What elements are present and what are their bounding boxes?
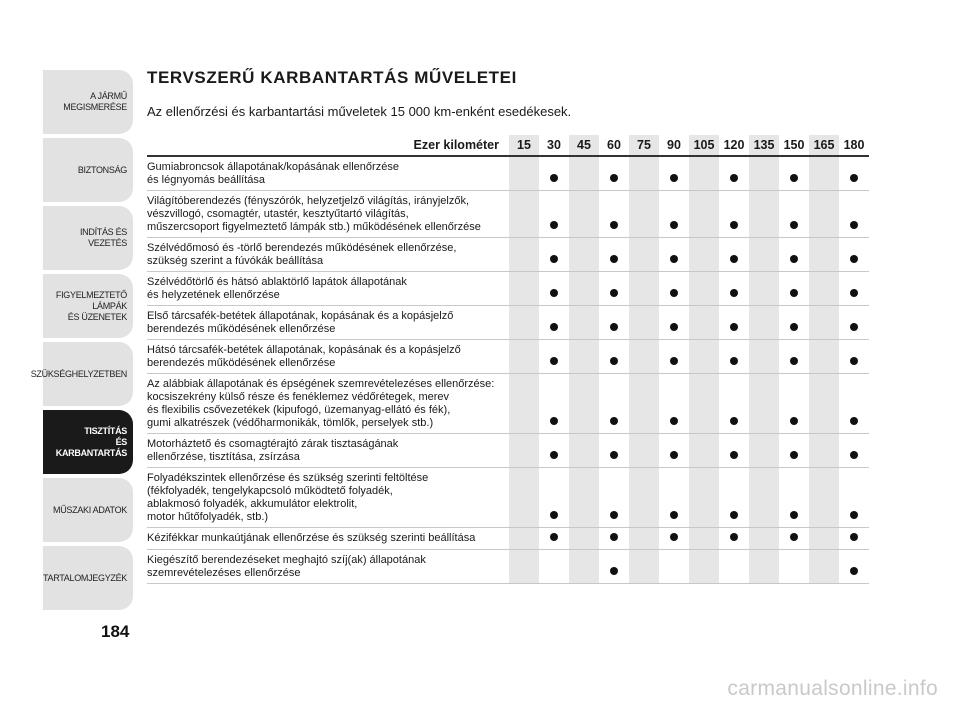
scheduled-dot-icon	[730, 451, 738, 459]
schedule-cell	[509, 434, 539, 468]
schedule-cell	[629, 528, 659, 550]
scheduled-dot-icon	[790, 451, 798, 459]
schedule-cell	[689, 468, 719, 528]
schedule-cell	[749, 374, 779, 434]
schedule-cell	[779, 374, 809, 434]
schedule-cell	[509, 191, 539, 238]
scheduled-dot-icon	[550, 533, 558, 541]
schedule-cell	[569, 528, 599, 550]
schedule-cell	[629, 550, 659, 584]
scheduled-dot-icon	[730, 221, 738, 229]
schedule-cell	[659, 238, 689, 272]
schedule-cell	[809, 156, 839, 191]
scheduled-dot-icon	[730, 255, 738, 263]
schedule-cell	[839, 550, 869, 584]
scheduled-dot-icon	[790, 417, 798, 425]
sidebar-tab-label: FIGYELMEZTETŐ LÁMPÁK ÉS ÜZENETEK	[55, 289, 127, 322]
scheduled-dot-icon	[610, 174, 618, 182]
schedule-cell	[749, 238, 779, 272]
schedule-cell	[749, 550, 779, 584]
operation-description: Kiegészítő berendezéseket meghajtó szíj(ak) állapotának szemrevételezéses ellenőrzése	[147, 550, 509, 584]
schedule-cell	[599, 306, 629, 340]
operation-description: Motorháztető és csomagtérajtó zárak tisztaságának ellenőrzése, tisztítása, zsírzása	[147, 434, 509, 468]
scheduled-dot-icon	[610, 255, 618, 263]
table-row	[147, 272, 869, 306]
schedule-cell	[659, 191, 689, 238]
schedule-cell	[659, 306, 689, 340]
schedule-cell	[539, 156, 569, 191]
sidebar-tab-label: TISZTÍTÁS ÉS KARBANTARTÁS	[55, 425, 127, 458]
schedule-cell	[539, 468, 569, 528]
km-column-180: 180	[839, 135, 869, 156]
schedule-cell	[809, 272, 839, 306]
schedule-cell	[569, 306, 599, 340]
schedule-cell	[509, 272, 539, 306]
sidebar-tab-label: MŰSZAKI ADATOK	[53, 504, 127, 515]
km-header-label: Ezer kilométer	[147, 135, 509, 156]
scheduled-dot-icon	[850, 511, 858, 519]
schedule-cell	[719, 306, 749, 340]
schedule-cell	[629, 238, 659, 272]
schedule-cell	[659, 528, 689, 550]
schedule-cell	[599, 550, 629, 584]
schedule-cell	[839, 272, 869, 306]
km-column-90: 90	[659, 135, 689, 156]
table-row	[147, 374, 869, 434]
schedule-cell	[569, 238, 599, 272]
scheduled-dot-icon	[670, 323, 678, 331]
sidebar-tab-2[interactable]	[43, 206, 133, 270]
scheduled-dot-icon	[670, 221, 678, 229]
sidebar-tab-label: INDÍTÁS ÉS VEZETÉS	[79, 227, 127, 248]
schedule-cell	[809, 374, 839, 434]
schedule-cell	[689, 191, 719, 238]
schedule-cell	[719, 434, 749, 468]
schedule-cell	[779, 550, 809, 584]
sidebar-tab-3[interactable]	[43, 274, 133, 338]
schedule-cell	[719, 528, 749, 550]
scheduled-dot-icon	[790, 533, 798, 541]
schedule-cell	[509, 550, 539, 584]
schedule-cell	[539, 528, 569, 550]
scheduled-dot-icon	[550, 511, 558, 519]
table-row	[147, 156, 869, 191]
scheduled-dot-icon	[850, 451, 858, 459]
schedule-cell	[569, 434, 599, 468]
operation-description: Kézifékkar munkaútjának ellenőrzése és szükség szerinti beállítása	[147, 528, 509, 550]
km-column-105: 105	[689, 135, 719, 156]
schedule-cell	[539, 306, 569, 340]
schedule-cell	[689, 434, 719, 468]
scheduled-dot-icon	[850, 533, 858, 541]
schedule-cell	[659, 468, 689, 528]
page-subtitle: Az ellenőrzési és karbantartási műveletek 15 000 km-enként esedékesek.	[147, 104, 572, 119]
scheduled-dot-icon	[670, 417, 678, 425]
schedule-cell	[539, 238, 569, 272]
sidebar-tab-label: BIZTONSÁG	[77, 164, 127, 175]
operation-description: Gumiabroncsok állapotának/kopásának ellenőrzése és légnyomás beállítása	[147, 156, 509, 191]
watermark: carmanualsonline.info	[727, 677, 938, 700]
scheduled-dot-icon	[610, 289, 618, 297]
schedule-cell	[779, 272, 809, 306]
schedule-cell	[719, 238, 749, 272]
schedule-cell	[719, 156, 749, 191]
scheduled-dot-icon	[670, 289, 678, 297]
schedule-cell	[599, 374, 629, 434]
scheduled-dot-icon	[550, 255, 558, 263]
schedule-cell	[719, 374, 749, 434]
schedule-cell	[659, 374, 689, 434]
schedule-cell	[629, 374, 659, 434]
schedule-cell	[809, 191, 839, 238]
scheduled-dot-icon	[730, 417, 738, 425]
scheduled-dot-icon	[790, 357, 798, 365]
operation-description: Az alábbiak állapotának és épségének szemrevételezéses ellenőrzése: kocsiszekrény külső része és fenéklemez védőrétegek, merev és flexibilis csővezetékek (kipufogó, üzemanyag-ellátó és fék), gumi alkatrészek (védőharmonikák, tömlők, perselyek stb.)	[147, 374, 509, 434]
schedule-cell	[689, 238, 719, 272]
page-title: TERVSZERŰ KARBANTARTÁS MŰVELETEI	[147, 68, 517, 87]
scheduled-dot-icon	[670, 451, 678, 459]
sidebar-tab-4[interactable]	[30, 342, 133, 406]
schedule-cell	[779, 238, 809, 272]
schedule-cell	[839, 238, 869, 272]
schedule-cell	[689, 550, 719, 584]
schedule-cell	[659, 156, 689, 191]
schedule-cell	[629, 340, 659, 374]
schedule-cell	[809, 434, 839, 468]
sidebar-tab-label: TARTALOMJEGYZÉK	[42, 572, 127, 583]
schedule-cell	[509, 306, 539, 340]
schedule-cell	[749, 468, 779, 528]
sidebar-tab-7[interactable]	[43, 546, 133, 610]
sidebar-tab-0[interactable]	[43, 70, 133, 134]
scheduled-dot-icon	[850, 323, 858, 331]
schedule-cell	[689, 156, 719, 191]
schedule-cell	[689, 306, 719, 340]
schedule-cell	[629, 156, 659, 191]
scheduled-dot-icon	[730, 511, 738, 519]
schedule-cell	[539, 374, 569, 434]
schedule-cell	[839, 468, 869, 528]
scheduled-dot-icon	[610, 451, 618, 459]
km-column-135: 135	[749, 135, 779, 156]
schedule-cell	[629, 272, 659, 306]
schedule-cell	[509, 374, 539, 434]
schedule-cell	[629, 468, 659, 528]
schedule-cell	[539, 550, 569, 584]
schedule-cell	[719, 468, 749, 528]
schedule-cell	[509, 156, 539, 191]
schedule-cell	[749, 191, 779, 238]
schedule-cell	[779, 191, 809, 238]
schedule-cell	[569, 468, 599, 528]
schedule-cell	[779, 434, 809, 468]
sidebar-tab-1[interactable]	[43, 138, 133, 202]
schedule-cell	[659, 340, 689, 374]
schedule-cell	[599, 191, 629, 238]
scheduled-dot-icon	[610, 221, 618, 229]
table-header-row	[147, 135, 869, 156]
scheduled-dot-icon	[550, 357, 558, 365]
table-row	[147, 238, 869, 272]
scheduled-dot-icon	[670, 511, 678, 519]
scheduled-dot-icon	[790, 221, 798, 229]
scheduled-dot-icon	[610, 511, 618, 519]
km-column-45: 45	[569, 135, 599, 156]
schedule-cell	[599, 528, 629, 550]
scheduled-dot-icon	[850, 357, 858, 365]
schedule-cell	[569, 374, 599, 434]
schedule-cell	[809, 340, 839, 374]
operation-description: Világítóberendezés (fényszórók, helyzetjelző világítás, irányjelzők, vészvillogó, csomagtér, utastér, kesztyűtartó világítás, műszercsoport figyelmeztető lámpák stb.) működésének ellenőrzése	[147, 191, 509, 238]
sidebar-tab-5[interactable]	[43, 410, 133, 474]
km-column-60: 60	[599, 135, 629, 156]
schedule-cell	[509, 340, 539, 374]
km-column-30: 30	[539, 135, 569, 156]
km-column-15: 15	[509, 135, 539, 156]
chapter-sidebar	[30, 70, 133, 614]
scheduled-dot-icon	[550, 323, 558, 331]
scheduled-dot-icon	[670, 533, 678, 541]
schedule-cell	[749, 528, 779, 550]
operation-description: Hátsó tárcsafék-betétek állapotának, kopásának és a kopásjelző berendezés működésének ellenőrzése	[147, 340, 509, 374]
table-row	[147, 340, 869, 374]
scheduled-dot-icon	[550, 221, 558, 229]
km-column-75: 75	[629, 135, 659, 156]
km-column-120: 120	[719, 135, 749, 156]
scheduled-dot-icon	[610, 533, 618, 541]
table-row	[147, 434, 869, 468]
schedule-cell	[599, 434, 629, 468]
schedule-cell	[569, 550, 599, 584]
scheduled-dot-icon	[790, 255, 798, 263]
schedule-cell	[839, 156, 869, 191]
schedule-cell	[599, 272, 629, 306]
schedule-cell	[779, 340, 809, 374]
table-row	[147, 191, 869, 238]
scheduled-dot-icon	[850, 221, 858, 229]
scheduled-dot-icon	[550, 174, 558, 182]
schedule-cell	[839, 528, 869, 550]
scheduled-dot-icon	[610, 417, 618, 425]
schedule-cell	[809, 468, 839, 528]
schedule-cell	[569, 156, 599, 191]
table-row	[147, 528, 869, 550]
scheduled-dot-icon	[550, 417, 558, 425]
scheduled-dot-icon	[610, 323, 618, 331]
scheduled-dot-icon	[670, 255, 678, 263]
schedule-cell	[779, 156, 809, 191]
scheduled-dot-icon	[850, 417, 858, 425]
schedule-cell	[539, 434, 569, 468]
schedule-cell	[719, 272, 749, 306]
schedule-cell	[689, 528, 719, 550]
schedule-cell	[509, 528, 539, 550]
scheduled-dot-icon	[730, 289, 738, 297]
schedule-cell	[839, 434, 869, 468]
schedule-cell	[719, 550, 749, 584]
schedule-cell	[779, 306, 809, 340]
scheduled-dot-icon	[790, 323, 798, 331]
schedule-cell	[839, 306, 869, 340]
scheduled-dot-icon	[730, 323, 738, 331]
schedule-cell	[659, 434, 689, 468]
page-number: 184	[101, 622, 130, 641]
schedule-cell	[509, 238, 539, 272]
schedule-cell	[569, 272, 599, 306]
schedule-cell	[719, 340, 749, 374]
sidebar-tab-label: A JÁRMŰ MEGISMERÉSE	[63, 91, 127, 112]
schedule-cell	[509, 468, 539, 528]
schedule-cell	[539, 191, 569, 238]
schedule-cell	[689, 272, 719, 306]
operation-description: Folyadékszintek ellenőrzése és szükség szerinti feltöltése (fékfolyadék, tengelykapcsoló működtető folyadék, ablakmosó folyadék, akkumulátor elektrolit, motor hűtőfolyadék, stb.)	[147, 468, 509, 528]
schedule-cell	[569, 191, 599, 238]
schedule-cell	[779, 468, 809, 528]
schedule-cell	[749, 156, 779, 191]
scheduled-dot-icon	[610, 357, 618, 365]
scheduled-dot-icon	[670, 357, 678, 365]
scheduled-dot-icon	[850, 289, 858, 297]
maintenance-schedule-table	[147, 135, 869, 584]
schedule-cell	[689, 340, 719, 374]
schedule-cell	[749, 272, 779, 306]
schedule-cell	[539, 272, 569, 306]
schedule-cell	[749, 340, 779, 374]
scheduled-dot-icon	[730, 533, 738, 541]
table-row	[147, 550, 869, 584]
km-column-165: 165	[809, 135, 839, 156]
schedule-cell	[569, 340, 599, 374]
schedule-cell	[809, 550, 839, 584]
scheduled-dot-icon	[790, 174, 798, 182]
scheduled-dot-icon	[790, 511, 798, 519]
scheduled-dot-icon	[790, 289, 798, 297]
operation-description: Szélvédőtörlő és hátsó ablaktörlő lapátok állapotának és helyzetének ellenőrzése	[147, 272, 509, 306]
km-column-150: 150	[779, 135, 809, 156]
schedule-cell	[599, 238, 629, 272]
schedule-cell	[839, 374, 869, 434]
schedule-cell	[599, 340, 629, 374]
schedule-cell	[629, 434, 659, 468]
schedule-cell	[659, 550, 689, 584]
scheduled-dot-icon	[550, 289, 558, 297]
schedule-cell	[539, 340, 569, 374]
schedule-cell	[629, 306, 659, 340]
schedule-cell	[779, 528, 809, 550]
sidebar-tab-label: SZÜKSÉGHELYZETBEN	[30, 368, 127, 379]
scheduled-dot-icon	[730, 174, 738, 182]
schedule-cell	[749, 434, 779, 468]
schedule-cell	[839, 340, 869, 374]
schedule-cell	[809, 238, 839, 272]
schedule-cell	[809, 306, 839, 340]
schedule-cell	[749, 306, 779, 340]
operation-description: Szélvédőmosó és -törlő berendezés működésének ellenőrzése, szükség szerint a fúvókák beállítása	[147, 238, 509, 272]
scheduled-dot-icon	[610, 567, 618, 575]
scheduled-dot-icon	[850, 174, 858, 182]
scheduled-dot-icon	[730, 357, 738, 365]
table-row	[147, 306, 869, 340]
schedule-cell	[839, 191, 869, 238]
scheduled-dot-icon	[850, 567, 858, 575]
schedule-cell	[599, 156, 629, 191]
scheduled-dot-icon	[850, 255, 858, 263]
schedule-cell	[719, 191, 749, 238]
schedule-cell	[809, 528, 839, 550]
scheduled-dot-icon	[670, 174, 678, 182]
sidebar-tab-6[interactable]	[43, 478, 133, 542]
operation-description: Első tárcsafék-betétek állapotának, kopásának és a kopásjelző berendezés működésének ellenőrzése	[147, 306, 509, 340]
schedule-cell	[599, 468, 629, 528]
table-row	[147, 468, 869, 528]
schedule-cell	[629, 191, 659, 238]
scheduled-dot-icon	[550, 451, 558, 459]
schedule-cell	[689, 374, 719, 434]
schedule-cell	[659, 272, 689, 306]
